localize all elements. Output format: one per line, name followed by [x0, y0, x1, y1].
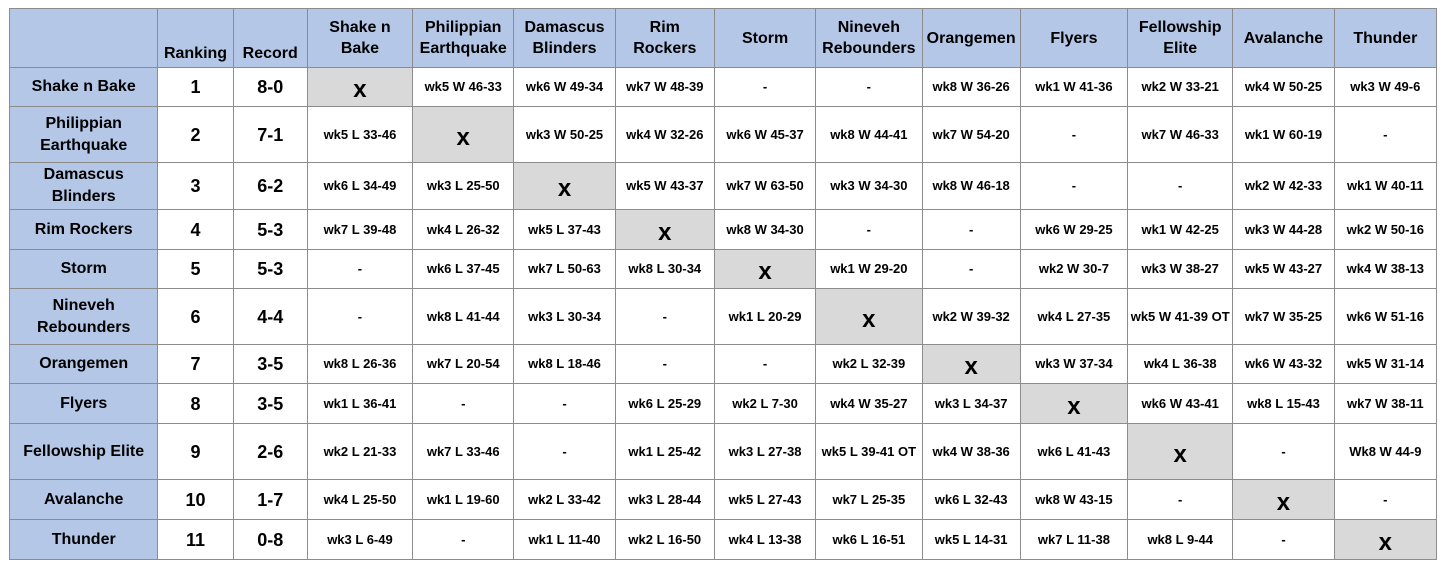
result-cell: wk7 W 38-11 — [1334, 384, 1436, 424]
self-matchup-cell: x — [413, 107, 514, 163]
result-cell: - — [922, 250, 1020, 289]
result-cell: wk2 W 30-7 — [1020, 250, 1127, 289]
record-cell: 6-2 — [233, 163, 307, 210]
result-cell: wk8 L 26-36 — [307, 345, 412, 384]
result-cell: wk8 W 43-15 — [1020, 480, 1127, 520]
result-cell: - — [1020, 163, 1127, 210]
result-cell: wk1 W 29-20 — [816, 250, 922, 289]
result-cell: - — [1020, 107, 1127, 163]
result-cell: wk6 W 43-32 — [1233, 345, 1334, 384]
ranking-cell: 10 — [158, 480, 233, 520]
result-cell: - — [714, 345, 815, 384]
result-cell: wk1 W 41-36 — [1020, 68, 1127, 107]
result-cell: wk1 L 20-29 — [714, 289, 815, 345]
result-cell: wk4 W 38-13 — [1334, 250, 1436, 289]
corner-cell — [10, 9, 158, 68]
result-cell: wk7 L 25-35 — [816, 480, 922, 520]
standings-table — [9, 8, 1437, 560]
result-cell: wk2 L 16-50 — [615, 520, 714, 560]
header-row — [10, 9, 1437, 68]
result-cell: Wk8 W 44-9 — [1334, 424, 1436, 480]
result-cell: wk7 L 50-63 — [514, 250, 615, 289]
table-row — [10, 345, 1437, 384]
result-cell: wk6 W 29-25 — [1020, 210, 1127, 250]
result-cell: wk4 L 27-35 — [1020, 289, 1127, 345]
opponent-header: Flyers — [1020, 9, 1127, 68]
result-cell: wk1 L 25-42 — [615, 424, 714, 480]
result-cell: wk5 L 37-43 — [514, 210, 615, 250]
table-row — [10, 210, 1437, 250]
result-cell: wk2 L 7-30 — [714, 384, 815, 424]
result-cell: wk7 L 33-46 — [413, 424, 514, 480]
result-cell: wk5 W 43-27 — [1233, 250, 1334, 289]
result-cell: wk2 L 33-42 — [514, 480, 615, 520]
record-header: Record — [233, 9, 307, 68]
ranking-cell: 9 — [158, 424, 233, 480]
opponent-header: Damascus Blinders — [514, 9, 615, 68]
result-cell: wk7 W 46-33 — [1128, 107, 1233, 163]
result-cell: wk7 L 11-38 — [1020, 520, 1127, 560]
result-cell: wk7 W 35-25 — [1233, 289, 1334, 345]
row-team-name: Damascus Blinders — [10, 163, 158, 210]
table-row — [10, 424, 1437, 480]
table-row — [10, 163, 1437, 210]
record-cell: 5-3 — [233, 210, 307, 250]
result-cell: wk1 L 11-40 — [514, 520, 615, 560]
result-cell: wk3 W 34-30 — [816, 163, 922, 210]
row-team-name: Nineveh Rebounders — [10, 289, 158, 345]
result-cell: wk3 L 28-44 — [615, 480, 714, 520]
result-cell: - — [1128, 480, 1233, 520]
result-cell: wk2 W 33-21 — [1128, 68, 1233, 107]
result-cell: wk6 L 25-29 — [615, 384, 714, 424]
table-row — [10, 384, 1437, 424]
self-matchup-cell: x — [1128, 424, 1233, 480]
ranking-cell: 1 — [158, 68, 233, 107]
result-cell: - — [922, 210, 1020, 250]
result-cell: wk7 W 63-50 — [714, 163, 815, 210]
result-cell: wk6 W 49-34 — [514, 68, 615, 107]
result-cell: wk5 W 43-37 — [615, 163, 714, 210]
result-cell: wk5 L 33-46 — [307, 107, 412, 163]
result-cell: - — [1233, 424, 1334, 480]
result-cell: wk5 W 46-33 — [413, 68, 514, 107]
result-cell: - — [307, 250, 412, 289]
ranking-cell: 6 — [158, 289, 233, 345]
result-cell: wk3 W 49-6 — [1334, 68, 1436, 107]
row-team-name: Thunder — [10, 520, 158, 560]
record-cell: 7-1 — [233, 107, 307, 163]
result-cell: - — [1334, 480, 1436, 520]
result-cell: wk2 L 32-39 — [816, 345, 922, 384]
self-matchup-cell: x — [922, 345, 1020, 384]
self-matchup-cell: x — [1020, 384, 1127, 424]
result-cell: wk6 W 51-16 — [1334, 289, 1436, 345]
result-cell: wk6 W 45-37 — [714, 107, 815, 163]
table-row — [10, 250, 1437, 289]
result-cell: - — [615, 289, 714, 345]
result-cell: wk2 W 42-33 — [1233, 163, 1334, 210]
opponent-header: Avalanche — [1233, 9, 1334, 68]
opponent-header: Philippian Earthquake — [413, 9, 514, 68]
result-cell: - — [307, 289, 412, 345]
ranking-cell: 11 — [158, 520, 233, 560]
row-team-name: Philippian Earthquake — [10, 107, 158, 163]
result-cell: wk3 W 44-28 — [1233, 210, 1334, 250]
result-cell: wk2 W 39-32 — [922, 289, 1020, 345]
row-team-name: Storm — [10, 250, 158, 289]
result-cell: wk5 W 31-14 — [1334, 345, 1436, 384]
result-cell: wk8 W 36-26 — [922, 68, 1020, 107]
result-cell: wk2 L 21-33 — [307, 424, 412, 480]
result-cell: wk3 L 34-37 — [922, 384, 1020, 424]
ranking-cell: 8 — [158, 384, 233, 424]
result-cell: wk6 L 41-43 — [1020, 424, 1127, 480]
result-cell: wk1 W 40-11 — [1334, 163, 1436, 210]
result-cell: - — [1233, 520, 1334, 560]
result-cell: wk4 W 50-25 — [1233, 68, 1334, 107]
result-cell: - — [1128, 163, 1233, 210]
result-cell: wk6 L 37-45 — [413, 250, 514, 289]
result-cell: wk8 L 15-43 — [1233, 384, 1334, 424]
result-cell: wk1 L 19-60 — [413, 480, 514, 520]
result-cell: wk5 L 27-43 — [714, 480, 815, 520]
ranking-cell: 3 — [158, 163, 233, 210]
result-cell: wk1 L 36-41 — [307, 384, 412, 424]
result-cell: wk7 W 54-20 — [922, 107, 1020, 163]
result-cell: wk3 L 30-34 — [514, 289, 615, 345]
ranking-header: Ranking — [158, 9, 233, 68]
opponent-header: Rim Rockers — [615, 9, 714, 68]
table-row — [10, 289, 1437, 345]
opponent-header: Storm — [714, 9, 815, 68]
row-team-name: Flyers — [10, 384, 158, 424]
result-cell: wk8 L 30-34 — [615, 250, 714, 289]
result-cell: wk7 L 39-48 — [307, 210, 412, 250]
result-cell: wk8 L 18-46 — [514, 345, 615, 384]
row-team-name: Avalanche — [10, 480, 158, 520]
result-cell: wk8 W 44-41 — [816, 107, 922, 163]
opponent-header: Thunder — [1334, 9, 1436, 68]
result-cell: wk8 W 46-18 — [922, 163, 1020, 210]
result-cell: wk8 L 41-44 — [413, 289, 514, 345]
opponent-header: Nineveh Rebounders — [816, 9, 922, 68]
result-cell: wk6 L 32-43 — [922, 480, 1020, 520]
opponent-header: Shake n Bake — [307, 9, 412, 68]
result-cell: wk3 L 27-38 — [714, 424, 815, 480]
self-matchup-cell: x — [307, 68, 412, 107]
result-cell: - — [816, 68, 922, 107]
result-cell: wk4 L 25-50 — [307, 480, 412, 520]
row-team-name: Orangemen — [10, 345, 158, 384]
record-cell: 3-5 — [233, 384, 307, 424]
result-cell: wk5 L 14-31 — [922, 520, 1020, 560]
record-cell: 0-8 — [233, 520, 307, 560]
self-matchup-cell: x — [816, 289, 922, 345]
result-cell: wk3 L 6-49 — [307, 520, 412, 560]
table-row — [10, 68, 1437, 107]
result-cell: - — [514, 424, 615, 480]
result-cell: - — [413, 384, 514, 424]
result-cell: wk4 W 32-26 — [615, 107, 714, 163]
result-cell: wk2 W 50-16 — [1334, 210, 1436, 250]
self-matchup-cell: x — [514, 163, 615, 210]
result-cell: wk3 L 25-50 — [413, 163, 514, 210]
result-cell: wk7 L 20-54 — [413, 345, 514, 384]
result-cell: wk5 W 41-39 OT — [1128, 289, 1233, 345]
record-cell: 8-0 — [233, 68, 307, 107]
self-matchup-cell: x — [1334, 520, 1436, 560]
result-cell: - — [413, 520, 514, 560]
self-matchup-cell: x — [1233, 480, 1334, 520]
ranking-cell: 5 — [158, 250, 233, 289]
result-cell: - — [615, 345, 714, 384]
record-cell: 1-7 — [233, 480, 307, 520]
result-cell: wk6 L 34-49 — [307, 163, 412, 210]
result-cell: wk1 W 60-19 — [1233, 107, 1334, 163]
row-team-name: Shake n Bake — [10, 68, 158, 107]
result-cell: wk4 W 38-36 — [922, 424, 1020, 480]
record-cell: 2-6 — [233, 424, 307, 480]
result-cell: wk4 L 13-38 — [714, 520, 815, 560]
self-matchup-cell: x — [615, 210, 714, 250]
result-cell: wk3 W 50-25 — [514, 107, 615, 163]
row-team-name: Fellowship Elite — [10, 424, 158, 480]
record-cell: 3-5 — [233, 345, 307, 384]
result-cell: - — [1334, 107, 1436, 163]
self-matchup-cell: x — [714, 250, 815, 289]
record-cell: 5-3 — [233, 250, 307, 289]
table-row — [10, 107, 1437, 163]
result-cell: - — [714, 68, 815, 107]
result-cell: wk6 W 43-41 — [1128, 384, 1233, 424]
result-cell: wk3 W 37-34 — [1020, 345, 1127, 384]
opponent-header: Fellowship Elite — [1128, 9, 1233, 68]
result-cell: wk5 L 39-41 OT — [816, 424, 922, 480]
row-team-name: Rim Rockers — [10, 210, 158, 250]
result-cell: wk3 W 38-27 — [1128, 250, 1233, 289]
result-cell: wk4 W 35-27 — [816, 384, 922, 424]
result-cell: wk6 L 16-51 — [816, 520, 922, 560]
table-row — [10, 480, 1437, 520]
opponent-header: Orangemen — [922, 9, 1020, 68]
ranking-cell: 2 — [158, 107, 233, 163]
result-cell: wk4 L 36-38 — [1128, 345, 1233, 384]
ranking-cell: 7 — [158, 345, 233, 384]
result-cell: wk8 L 9-44 — [1128, 520, 1233, 560]
ranking-cell: 4 — [158, 210, 233, 250]
table-row — [10, 520, 1437, 560]
result-cell: wk1 W 42-25 — [1128, 210, 1233, 250]
result-cell: - — [514, 384, 615, 424]
record-cell: 4-4 — [233, 289, 307, 345]
result-cell: wk4 L 26-32 — [413, 210, 514, 250]
result-cell: - — [816, 210, 922, 250]
result-cell: wk8 W 34-30 — [714, 210, 815, 250]
result-cell: wk7 W 48-39 — [615, 68, 714, 107]
